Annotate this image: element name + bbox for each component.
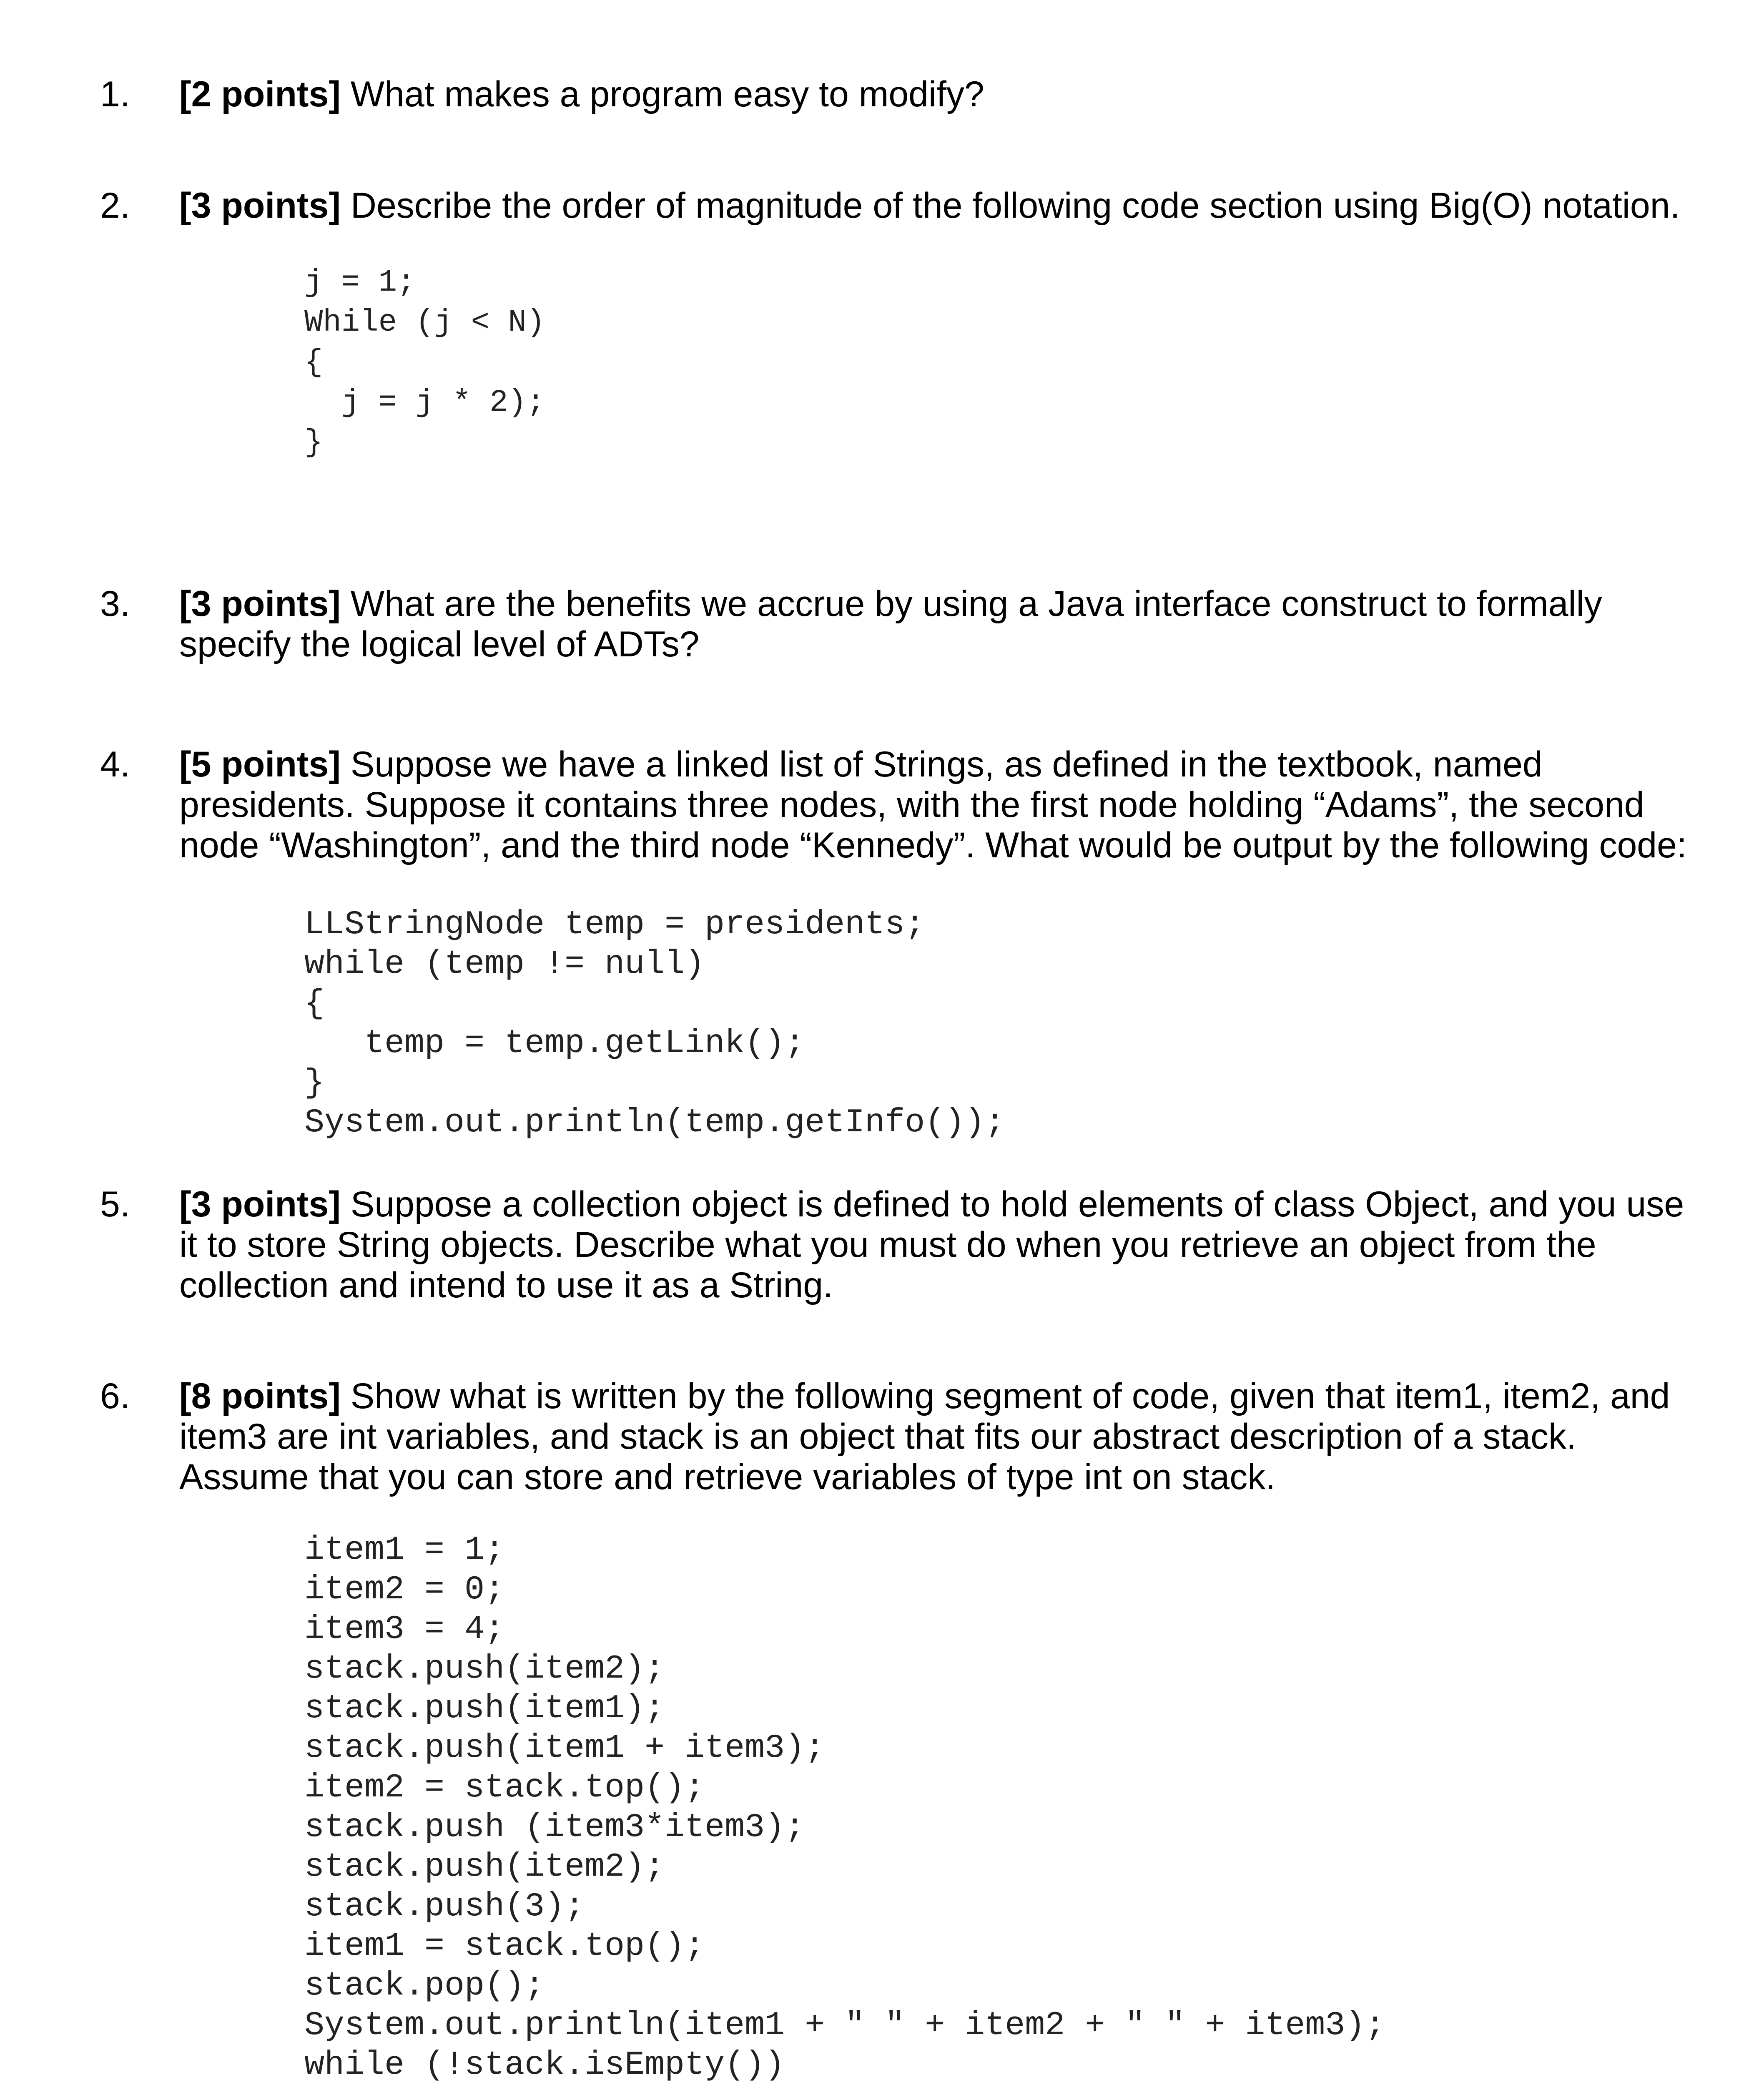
code-line: stack.push(3); (304, 1888, 585, 1926)
code-line: System.out.println(item1 + " " + item2 + " " + item3); (304, 2007, 1385, 2045)
question-text (179, 584, 1705, 665)
code-line: System.out.println(temp.getInfo()); (304, 1104, 1005, 1142)
question-body: Suppose a collection object is defined to hold elements of class Object, and you use it to store String objects. Describe what you must do when you retrieve an object from the collection and intend to use it as a String. (179, 1184, 1694, 1305)
code-block-q4 (304, 905, 1005, 1143)
question-points: [3 points] (179, 1184, 341, 1224)
question-body: Describe the order of magnitude of the following code section using Big(O) notation. (350, 186, 1680, 226)
question-text (179, 1376, 1705, 1497)
code-line: item1 = 1; (304, 1531, 505, 1569)
code-line: stack.push(item1 + item3); (304, 1729, 825, 1767)
question-number: 3. (100, 584, 130, 624)
question-text (179, 186, 1705, 226)
code-line: item2 = stack.top(); (304, 1769, 705, 1807)
question-body: Suppose we have a linked list of Strings, as defined in the textbook, named presidents. Suppose it contains three nodes, with the first node holding “Adams”, the second node “Washington”, and the third node “Kennedy”. What would be output by the following code: (179, 744, 1687, 865)
code-block-q6 (304, 1530, 1385, 2085)
question-number: 2. (100, 186, 130, 226)
code-line: j = j * 2); (304, 385, 545, 420)
question-number: 5. (100, 1184, 130, 1224)
question-text (179, 74, 1705, 115)
question-points: [3 points] (179, 186, 341, 226)
code-line: stack.pop(); (304, 1967, 545, 2005)
code-line: { (304, 985, 325, 1023)
code-line: { (304, 345, 323, 380)
code-line: item1 = stack.top(); (304, 1927, 705, 1965)
code-line: } (304, 425, 323, 460)
code-line: temp = temp.getLink(); (304, 1025, 805, 1063)
question-points: [2 points] (179, 74, 341, 114)
question-number: 4. (100, 744, 130, 784)
question-points: [5 points] (179, 744, 341, 784)
question-text (179, 744, 1705, 866)
question-body: What makes a program easy to modify? (350, 74, 984, 114)
code-line: item2 = 0; (304, 1571, 505, 1609)
question-number: 6. (100, 1376, 130, 1416)
question-text (179, 1184, 1705, 1306)
code-line: stack.push(item2); (304, 1848, 665, 1886)
code-line: while (!stack.isEmpty()) (304, 2046, 785, 2084)
question-body: Show what is written by the following segment of code, given that item1, item2, and item3 are int variables, and stack is an object that fits our abstract description of a stack. Assume that you can store and retrieve variables of type int on stack. (179, 1376, 1680, 1497)
code-line: while (temp != null) (304, 945, 705, 983)
code-line: LLStringNode temp = presidents; (304, 906, 925, 944)
question-number: 1. (100, 74, 130, 114)
question-points: [3 points] (179, 584, 341, 624)
code-line: j = 1; (304, 265, 416, 300)
code-line: stack.push(item2); (304, 1650, 665, 1688)
question-body: What are the benefits we accrue by using a Java interface construct to formally specify the logical level of ADTs? (179, 584, 1612, 664)
code-line: While (j < N) (304, 305, 545, 340)
question-points: [8 points] (179, 1376, 341, 1416)
code-block-q2 (304, 263, 545, 463)
code-line: stack.push (item3*item3); (304, 1809, 805, 1846)
code-line: stack.push(item1); (304, 1690, 665, 1728)
code-line: } (304, 1064, 325, 1102)
code-line: item3 = 4; (304, 1610, 505, 1648)
